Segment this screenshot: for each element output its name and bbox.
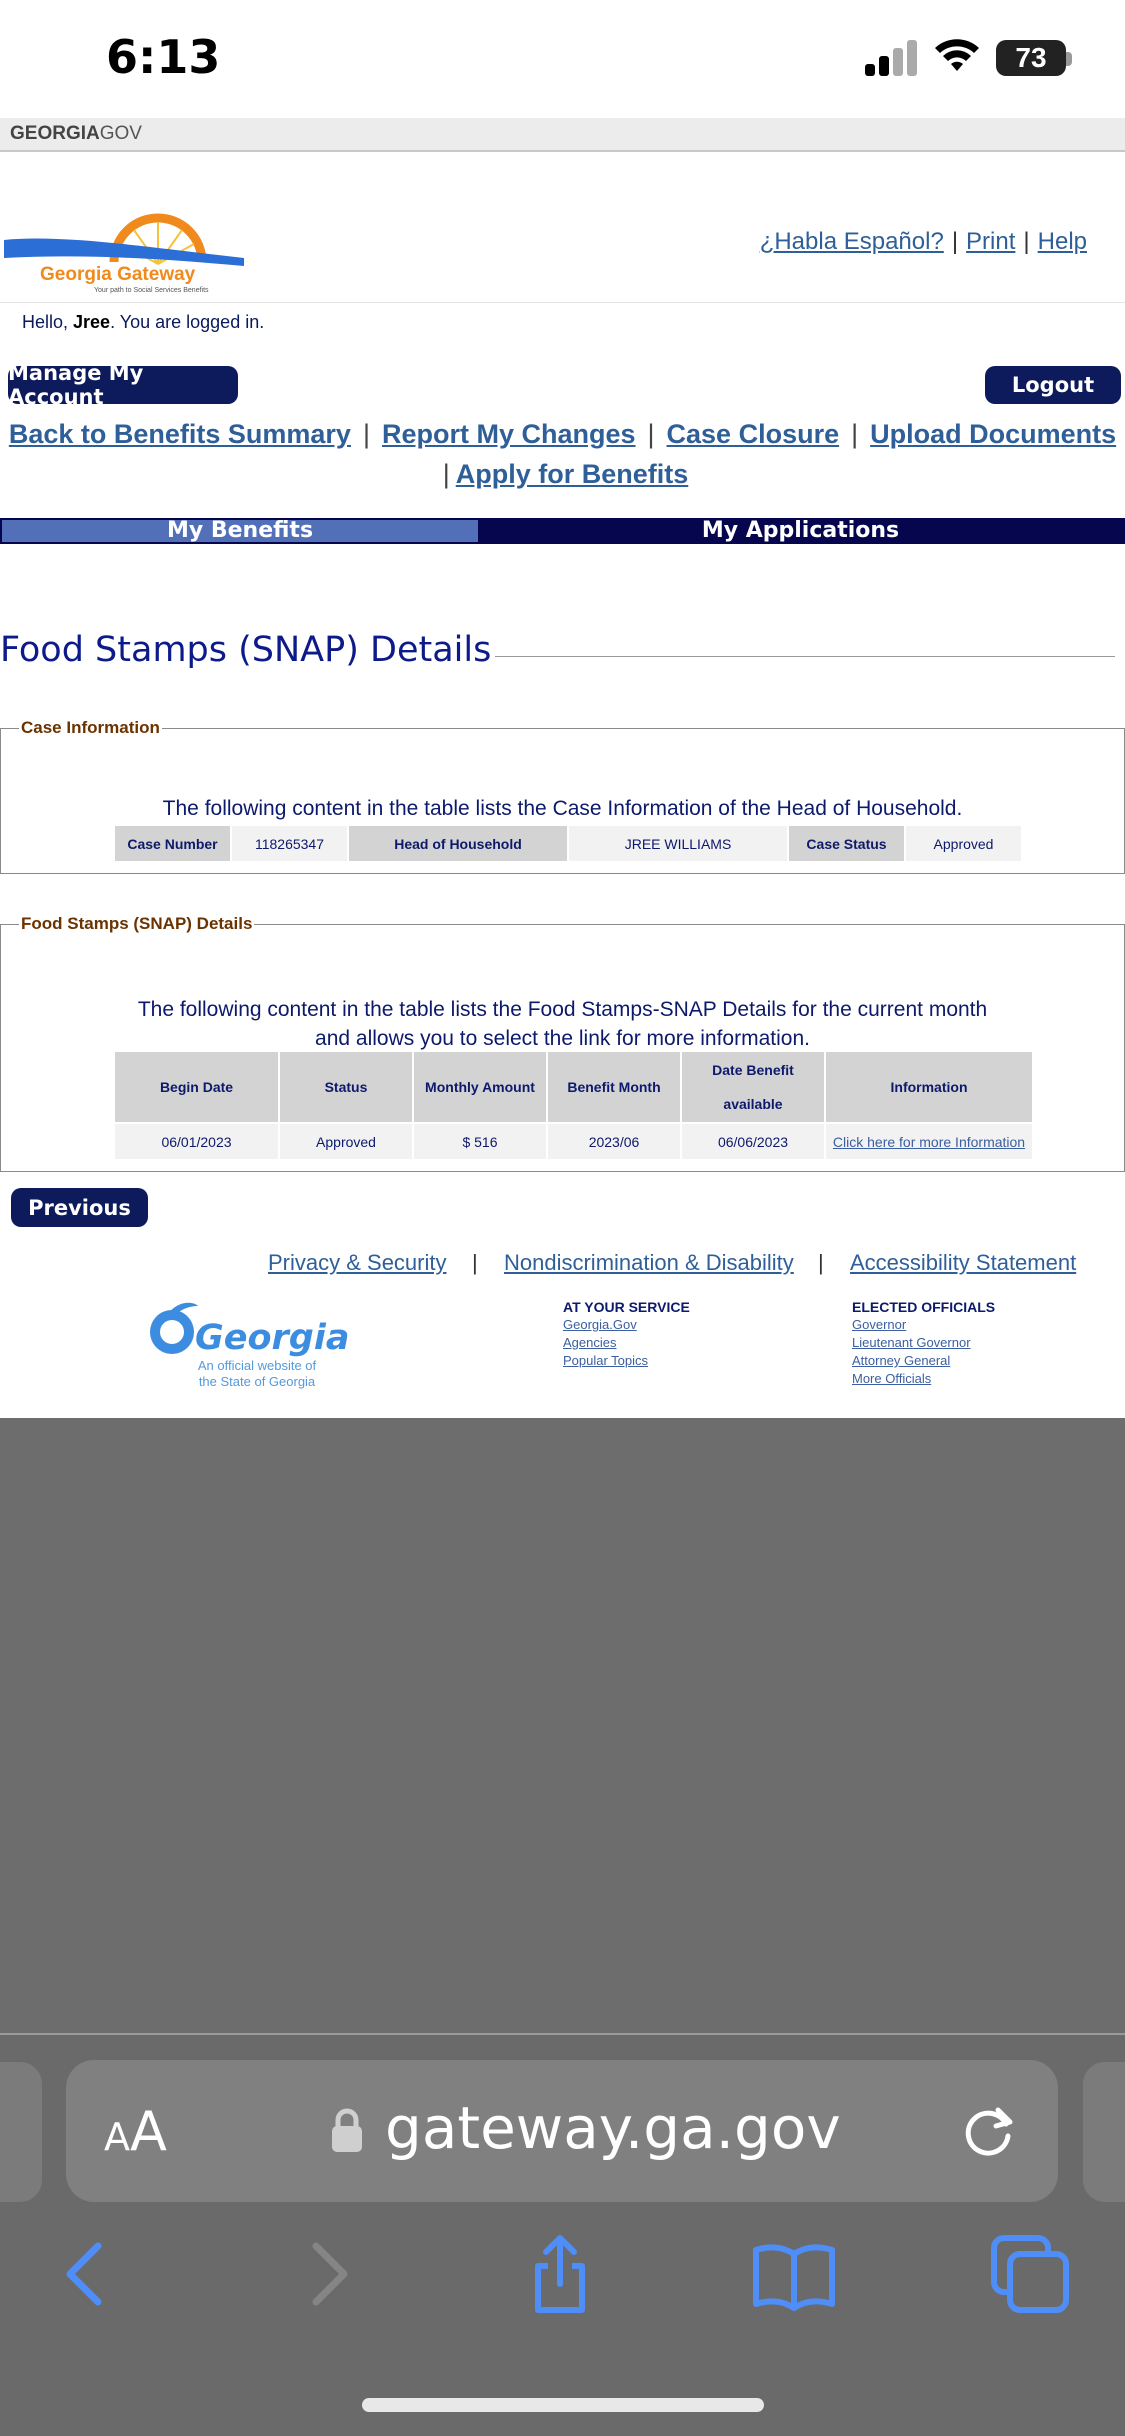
official-line-1: An official website of: [197, 1358, 317, 1373]
help-link[interactable]: Help: [1037, 228, 1087, 255]
col-begin-date: Begin Date: [115, 1052, 278, 1122]
reader-settings-button[interactable]: AA: [104, 2100, 167, 2163]
home-indicator[interactable]: [362, 2398, 764, 2412]
nav-case-closure[interactable]: Case Closure: [666, 419, 840, 449]
separator: |: [851, 419, 859, 449]
snap-details-section: [0, 914, 1125, 1172]
at-your-service-heading: AT YOUR SERVICE: [563, 1299, 690, 1315]
forward-arrow-icon[interactable]: [286, 2232, 370, 2316]
case-number-label: Case Number: [115, 826, 230, 861]
separator: |: [647, 419, 655, 449]
agencies-link[interactable]: Agencies: [563, 1335, 617, 1350]
user-name: Jree: [73, 312, 111, 332]
georgia-gov-strip: [0, 118, 1125, 152]
nondiscrimination-link[interactable]: Nondiscrimination & Disability: [504, 1250, 794, 1275]
head-of-household-label: Head of Household: [349, 826, 567, 861]
snap-details-table: [113, 1050, 1034, 1161]
snap-intro-line-1: The following content in the table lists the Food Stamps-SNAP Details for the current month: [137, 998, 988, 1021]
nav-upload-documents[interactable]: Upload Documents: [870, 419, 1117, 449]
logo-tagline: Your path to Social Services Benefits: [94, 287, 209, 294]
separator: |: [818, 1250, 824, 1275]
main-nav: [0, 414, 1125, 494]
case-status-value: Approved: [906, 826, 1021, 861]
print-link[interactable]: Print: [966, 228, 1016, 255]
georgia-peach-icon: [142, 1298, 202, 1356]
separator: |: [442, 459, 450, 489]
col-date-available: Date Benefit available: [682, 1052, 824, 1122]
case-number-value: 118265347: [232, 826, 347, 861]
separator: |: [1023, 228, 1030, 255]
battery-cap: [1066, 52, 1072, 66]
snap-intro-line-2: and allows you to select the link for more information.: [315, 1027, 810, 1050]
lock-icon: [330, 2107, 364, 2153]
separator: |: [472, 1250, 478, 1275]
aa-small: A: [104, 2115, 130, 2159]
more-information-link[interactable]: Click here for more Information: [832, 1133, 1026, 1150]
next-tab-preview[interactable]: [1083, 2062, 1125, 2202]
information-cell: [826, 1124, 1032, 1159]
begin-date-value: 06/01/2023: [115, 1124, 278, 1159]
spanish-link[interactable]: ¿Habla Español?: [759, 228, 944, 255]
top-links: [760, 228, 1087, 256]
table-row: [115, 1124, 1032, 1159]
popular-topics-link[interactable]: Popular Topics: [563, 1353, 649, 1368]
overscroll-area: [0, 1418, 1125, 2033]
header-divider: [0, 302, 1125, 303]
date-available-value: 06/06/2023: [682, 1124, 824, 1159]
col-information: Information: [826, 1052, 1032, 1122]
title-divider: [495, 656, 1115, 657]
reload-icon[interactable]: [958, 2100, 1020, 2162]
col-benefit-month: Benefit Month: [548, 1052, 680, 1122]
table-header-row: [115, 1052, 1032, 1122]
attorney-general-link[interactable]: Attorney General: [852, 1353, 951, 1368]
snap-details-intro: [1, 995, 1124, 1053]
governor-link[interactable]: Governor: [852, 1317, 907, 1332]
georgia-logo-text: Georgia: [195, 1318, 350, 1358]
georgia-gateway-logo[interactable]: [4, 192, 244, 298]
col-status: Status: [280, 1052, 412, 1122]
monthly-amount-value: $ 516: [414, 1124, 546, 1159]
logo-name: Georgia Gateway: [40, 264, 196, 285]
url-text[interactable]: gateway.ga.gov: [385, 2094, 841, 2162]
footer-elected-officials: [852, 1298, 995, 1388]
share-icon[interactable]: [518, 2232, 602, 2316]
benefit-month-value: 2023/06: [548, 1124, 680, 1159]
manage-account-button[interactable]: Manage My Account: [8, 366, 238, 404]
privacy-security-link[interactable]: Privacy & Security: [268, 1250, 447, 1275]
case-information-intro: The following content in the table lists the Case Information of the Head of Household.: [162, 797, 963, 820]
official-website-note: [172, 1358, 342, 1390]
login-greeting: [22, 312, 264, 333]
separator: |: [951, 228, 959, 255]
case-information-table: [113, 824, 1023, 863]
back-arrow-icon[interactable]: [44, 2232, 128, 2316]
gov-strip-bold: GEORGIA: [10, 123, 100, 144]
case-information-legend: Case Information: [21, 718, 160, 737]
snap-details-legend: Food Stamps (SNAP) Details: [21, 914, 253, 933]
logout-button[interactable]: Logout: [985, 366, 1121, 404]
nav-report-changes[interactable]: Report My Changes: [381, 419, 636, 449]
col-monthly-amount: Monthly Amount: [414, 1052, 546, 1122]
toolbar-divider: [0, 2033, 1125, 2035]
clock: 6:13: [106, 30, 221, 84]
bookmarks-icon[interactable]: [752, 2232, 836, 2316]
head-of-household-value: JREE WILLIAMS: [569, 826, 787, 861]
separator: |: [362, 419, 370, 449]
tab-my-applications[interactable]: My Applications: [701, 518, 900, 543]
case-status-label: Case Status: [789, 826, 904, 861]
wifi-icon: [932, 34, 982, 76]
elected-officials-heading: ELECTED OFFICIALS: [852, 1299, 996, 1315]
footer-at-your-service: [563, 1298, 690, 1370]
official-line-2: the State of Georgia: [198, 1374, 316, 1389]
status-value: Approved: [280, 1124, 412, 1159]
accessibility-statement-link[interactable]: Accessibility Statement: [850, 1250, 1077, 1275]
tab-my-benefits[interactable]: My Benefits: [2, 520, 478, 542]
gov-strip-rest: GOV: [99, 123, 142, 144]
battery-icon: 73: [996, 40, 1066, 76]
georgia-gov-link[interactable]: Georgia.Gov: [563, 1317, 637, 1332]
greeting-prefix: Hello,: [22, 312, 74, 332]
previous-button[interactable]: Previous: [11, 1188, 148, 1227]
table-row: [115, 826, 1021, 861]
nav-apply-benefits[interactable]: Apply for Benefits: [455, 459, 689, 489]
page-title: Food Stamps (SNAP) Details: [0, 630, 492, 670]
greeting-suffix: . You are logged in.: [110, 312, 265, 332]
more-officials-link[interactable]: More Officials: [852, 1371, 932, 1386]
case-information-section: [0, 718, 1125, 874]
previous-tab-preview[interactable]: [0, 2062, 42, 2202]
nav-back-to-summary[interactable]: Back to Benefits Summary: [8, 419, 351, 449]
tabs-icon[interactable]: [988, 2232, 1072, 2316]
lieutenant-governor-link[interactable]: Lieutenant Governor: [852, 1335, 971, 1350]
cellular-signal-icon: [865, 38, 917, 76]
